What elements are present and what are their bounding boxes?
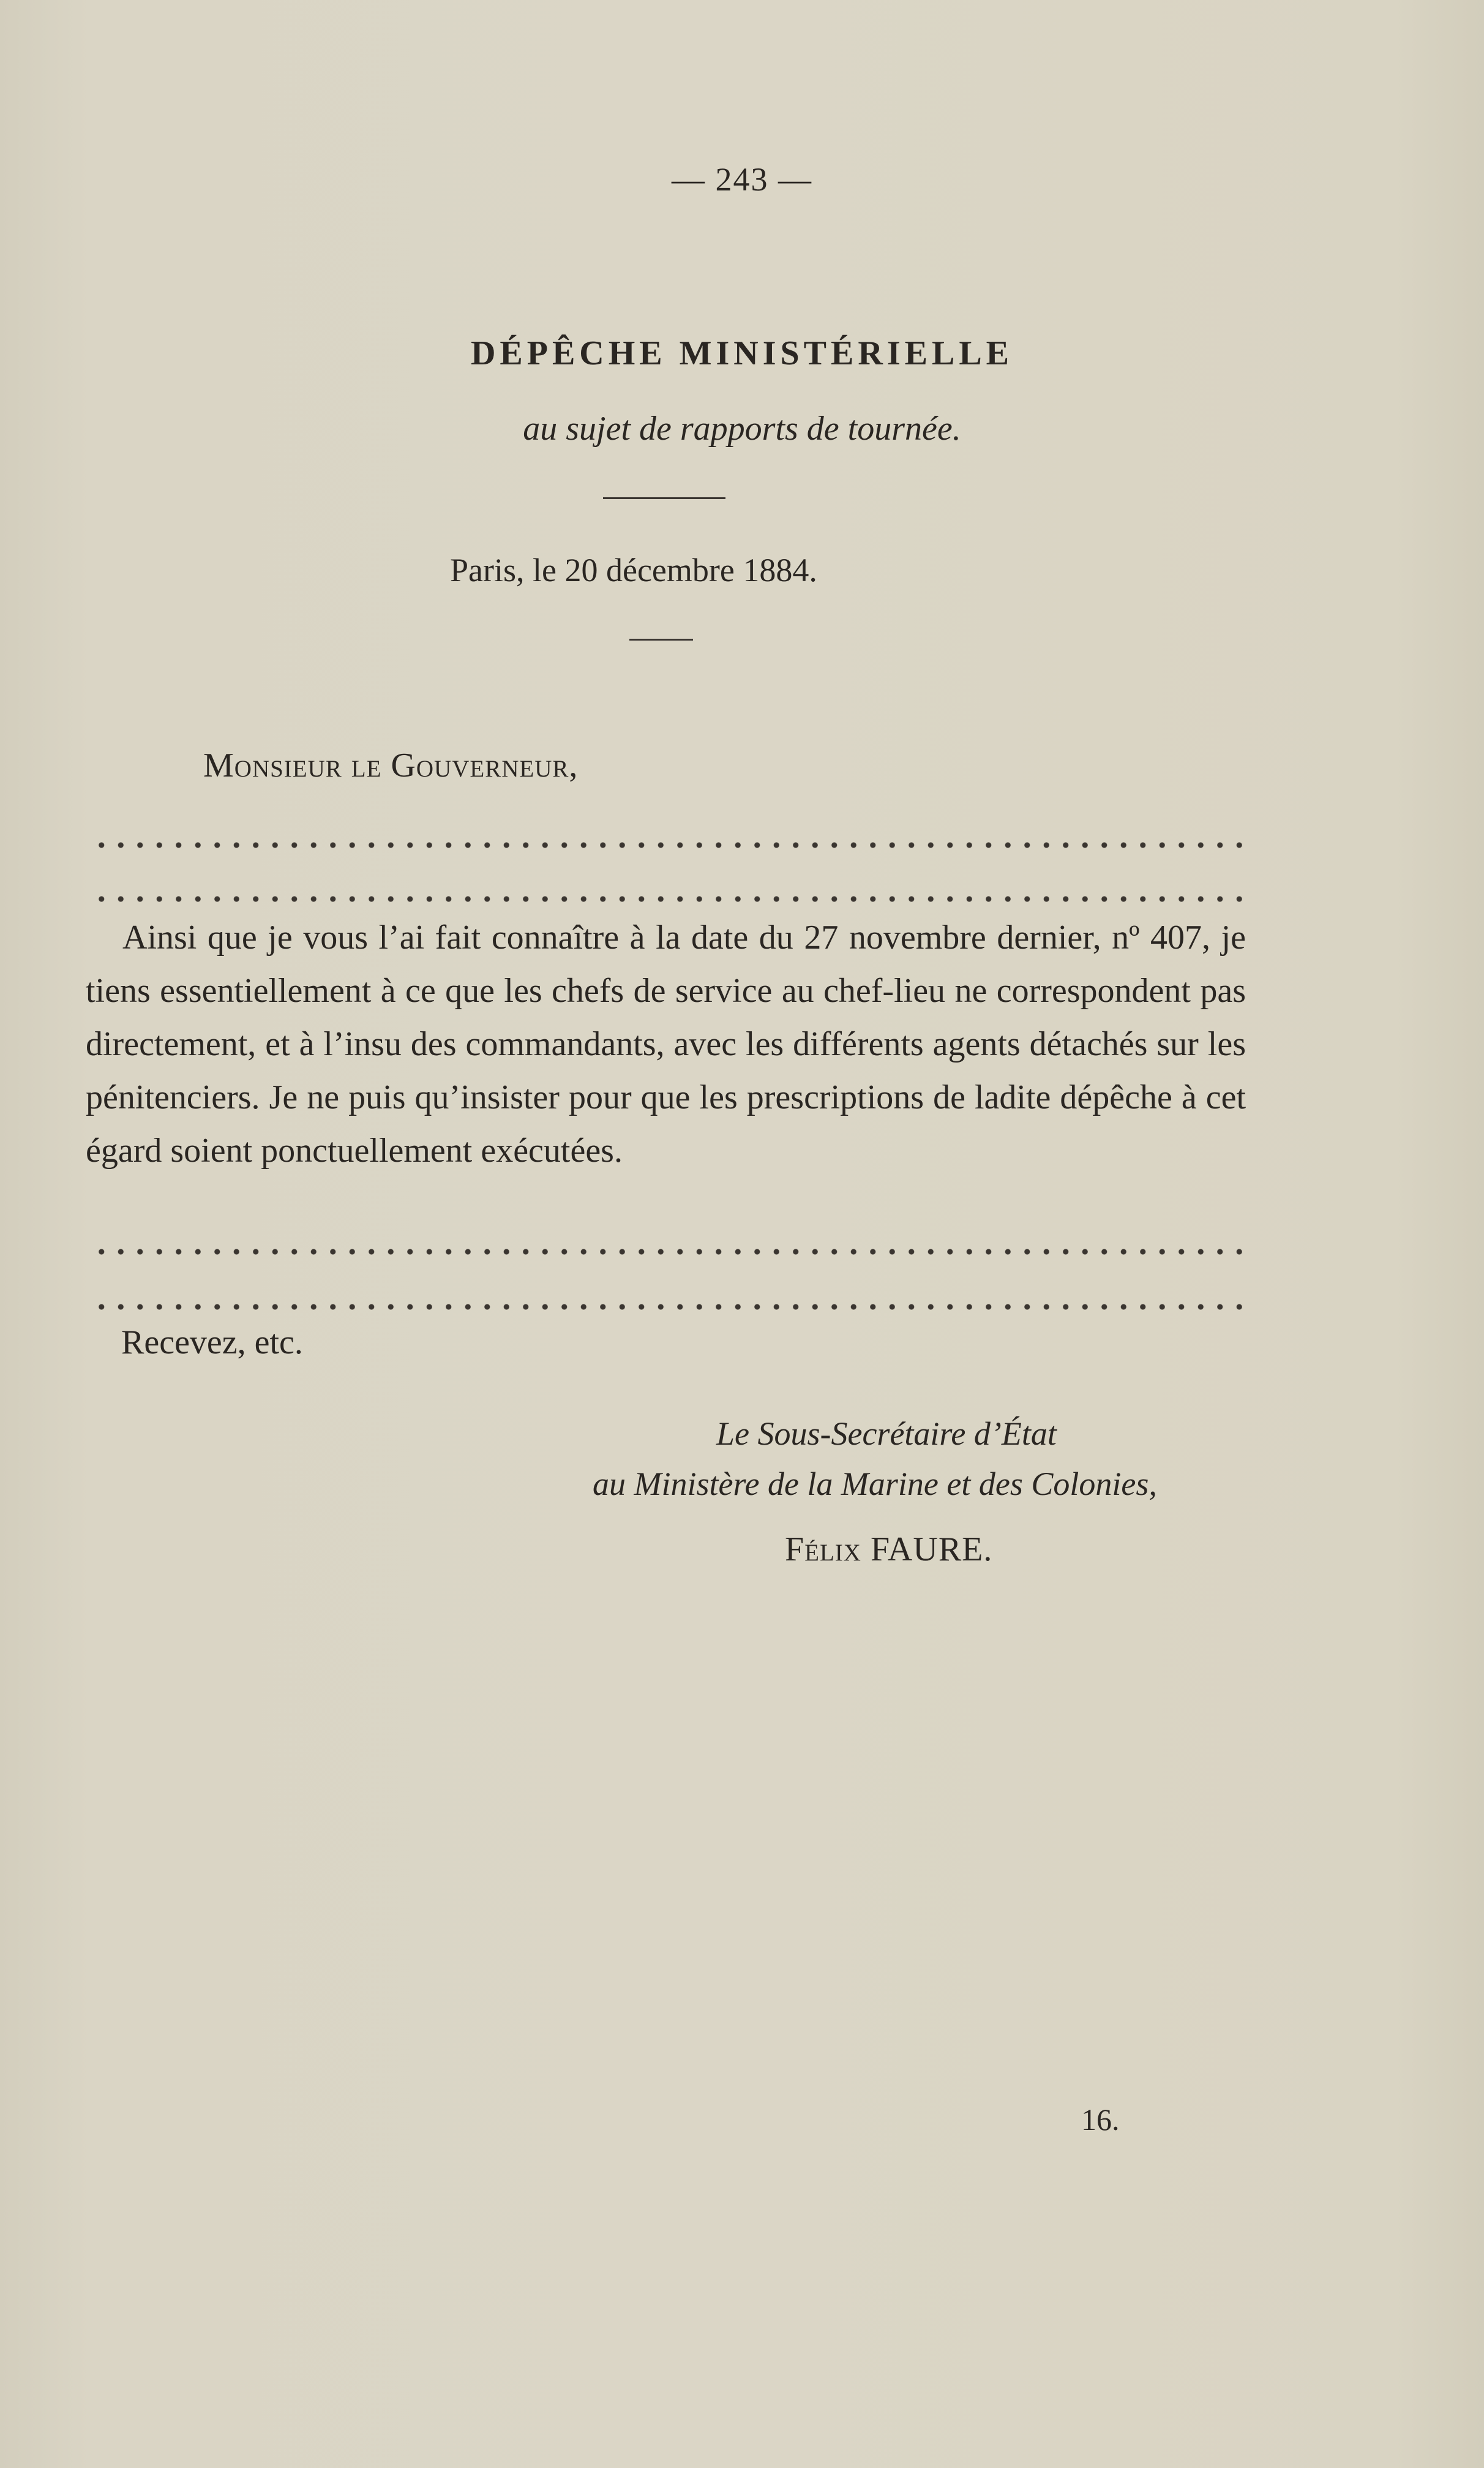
ellipsis-line (92, 1248, 1249, 1255)
body-paragraph: Ainsi que je vous l’ai fait connaître à la date du 27 novembre dernier, nº 407, je tiens essentiellement à ce que les chefs de service au chef-lieu ne correspondent pas directement, et à l’insu des commandants, avec les différents agents détachés sur les pénitenciers. Je ne puis qu’insister pour que les prescriptions de ladite dépêche à cet égard soient ponctuellement exécutées. (86, 919, 1246, 1170)
title-divider (603, 497, 725, 499)
page-number: — 243 — (672, 161, 812, 198)
document-subtitle: au sujet de rapports de tournée. (523, 410, 961, 448)
ellipsis-line (92, 841, 1249, 849)
ellipsis-line (92, 895, 1249, 903)
salutation: Monsieur le Gouverneur, (203, 747, 579, 784)
closing-formula: Recevez, etc. (121, 1323, 303, 1361)
signatory-name: Félix FAURE. (785, 1530, 993, 1568)
signatory-ministry: au Ministère de la Marine et des Colonies, (593, 1465, 1157, 1502)
document-title: DÉPÊCHE MINISTÉRIELLE (470, 334, 1014, 372)
dateline: Paris, le 20 décembre 1884. (450, 552, 817, 589)
signatory-title: Le Sous-Secrétaire d’État (716, 1415, 1057, 1452)
signature-mark: 16. (1081, 2102, 1120, 2137)
ellipsis-line (92, 1303, 1249, 1311)
date-divider (629, 639, 693, 641)
